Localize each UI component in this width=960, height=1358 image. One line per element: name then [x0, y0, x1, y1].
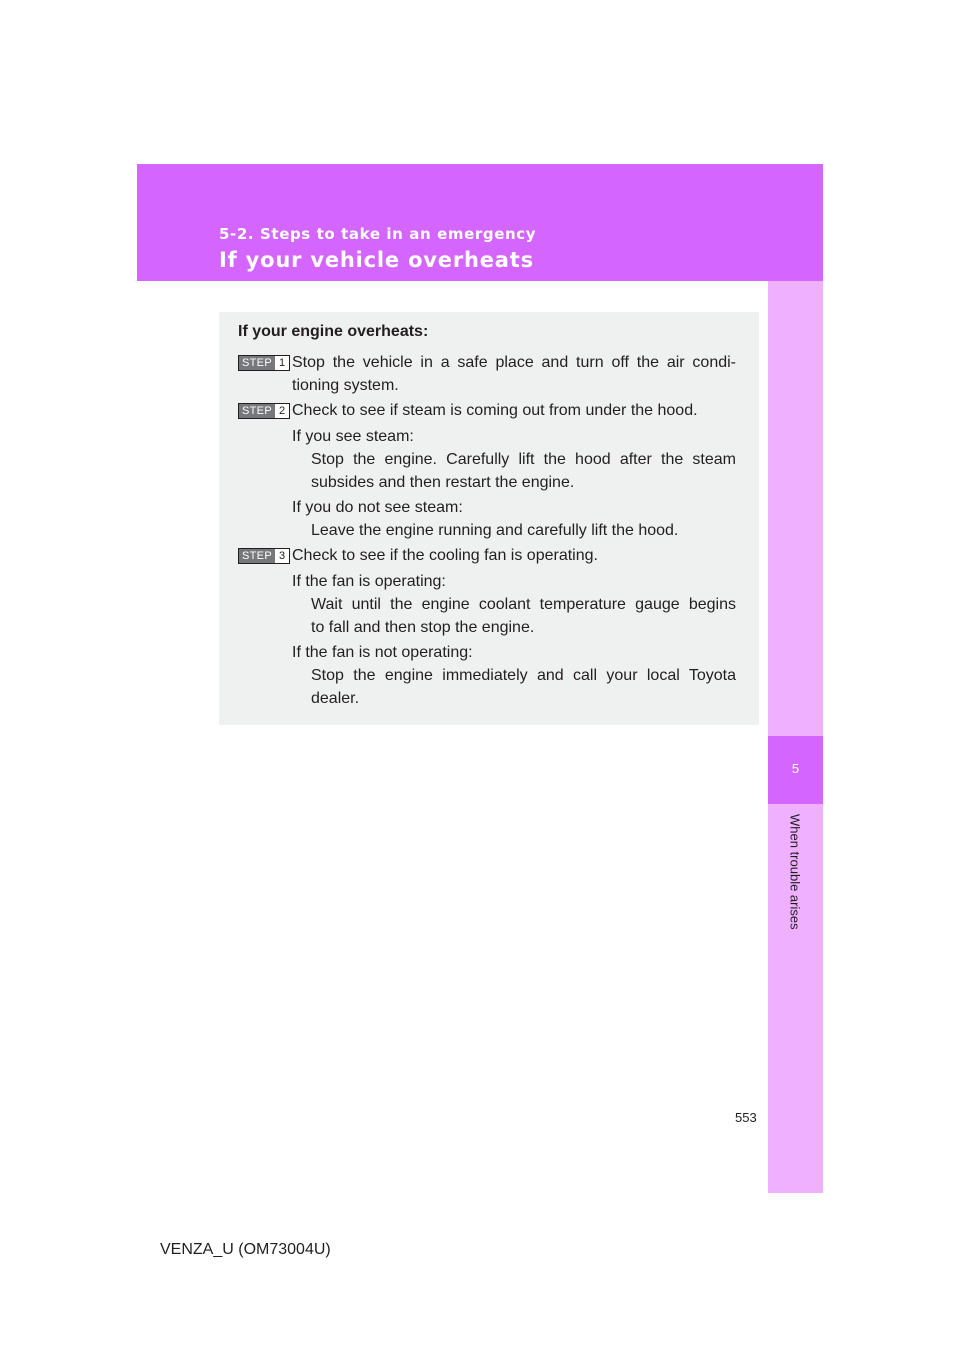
- step-1-text-line-2: tioning system.: [292, 377, 399, 394]
- condition-text-line: Leave the engine running and carefully lift the hood.: [311, 522, 679, 539]
- chapter-title: When trouble arises: [787, 814, 803, 930]
- step-1-badge: [238, 355, 290, 371]
- condition-label: If you see steam:: [292, 428, 414, 445]
- box-heading: If your engine overheats:: [238, 323, 429, 340]
- step-word: STEP: [239, 356, 275, 370]
- condition-text-line: Wait until the engine coolant temperature gauge begins: [311, 596, 736, 613]
- step-2-text: Check to see if steam is coming out from under the hood.: [292, 402, 698, 419]
- document-id: VENZA_U (OM73004U): [160, 1241, 331, 1258]
- step-3-text: Check to see if the cooling fan is operating.: [292, 547, 598, 564]
- condition-text-line: Stop the engine immediately and call your local Toyota: [311, 667, 736, 684]
- section-label: 5-2. Steps to take in an emergency: [219, 225, 537, 243]
- step-2-badge: [238, 403, 290, 419]
- page-title: If your vehicle overheats: [219, 248, 534, 272]
- step-number: 3: [278, 550, 286, 562]
- step-1-text-line-1: Stop the vehicle in a safe place and turn off the air condi-: [292, 354, 736, 371]
- step-word: STEP: [239, 549, 275, 563]
- step-number: 1: [278, 357, 286, 369]
- condition-label: If the fan is not operating:: [292, 644, 473, 661]
- step-3-badge: [238, 548, 290, 564]
- condition-label: If the fan is operating:: [292, 573, 446, 590]
- step-word: STEP: [239, 404, 275, 418]
- condition-text-line: subsides and then restart the engine.: [311, 474, 575, 491]
- condition-label: If you do not see steam:: [292, 499, 463, 516]
- chapter-side-tab: [768, 281, 823, 1193]
- condition-text-line: Stop the engine. Carefully lift the hood after the steam: [311, 451, 736, 468]
- condition-text-line: to fall and then stop the engine.: [311, 619, 535, 636]
- header-band: [137, 164, 823, 281]
- instruction-box: [219, 312, 759, 725]
- chapter-number-box: [768, 736, 823, 804]
- page-number: 553: [735, 1110, 757, 1125]
- condition-text-line: dealer.: [311, 690, 360, 707]
- chapter-number: 5: [791, 761, 800, 776]
- step-number: 2: [278, 405, 286, 417]
